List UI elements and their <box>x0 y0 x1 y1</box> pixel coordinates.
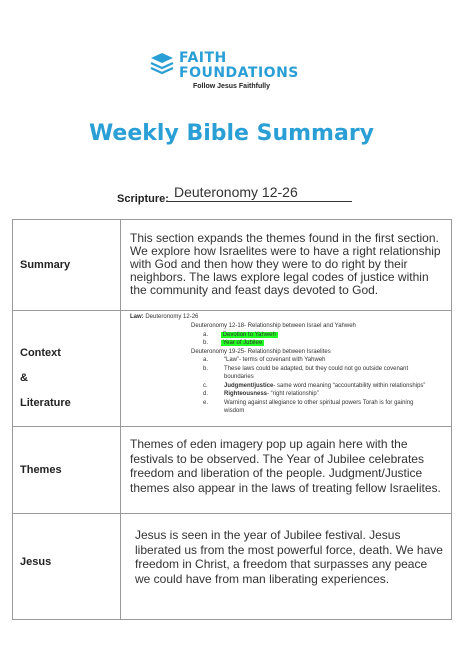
list-item <box>203 382 425 391</box>
summary-text: This section expands the themes found in the first section. We explore how Israelites were to have a right relationship with God and then how they were to do right by their neighbors. The laws explore legal codes of justice within the community and feast days devoted to God. <box>130 231 441 297</box>
context-label-3: Literature <box>20 397 71 409</box>
list-item-text: wisdom <box>224 408 245 414</box>
jesus-label-cell <box>13 514 121 620</box>
list-item <box>203 399 413 408</box>
stacked-books-icon <box>149 52 175 76</box>
themes-label: Themes <box>20 464 62 476</box>
summary-content-cell[interactable] <box>121 220 452 311</box>
list-item-text: Warning against allegiance to other spiritual powers Torah is for gaining <box>224 399 414 406</box>
list-marker: b. <box>203 340 209 346</box>
themes-label-cell <box>13 427 121 514</box>
context-section-1: Deuteronomy 12-18- Relationship between Israel and Yahweh <box>191 323 356 329</box>
summary-label: Summary <box>20 259 71 271</box>
faith-foundations-logo <box>149 50 319 96</box>
jesus-content-cell[interactable] <box>121 514 452 620</box>
list-marker: c. <box>203 382 208 389</box>
list-item <box>203 407 244 416</box>
context-section-2: Deuteronomy 19-25- Relationship between Israelites <box>191 348 331 355</box>
list-item <box>203 331 278 340</box>
context-content-cell[interactable] <box>121 311 452 427</box>
law-label: Law: <box>130 314 144 320</box>
table-row-context <box>13 311 452 427</box>
scripture-label: Scripture: <box>117 193 169 205</box>
themes-content-cell[interactable] <box>121 427 452 514</box>
logo-tagline: Follow Jesus Faithfully <box>193 83 271 90</box>
list-item <box>203 365 408 374</box>
logo-line-1: FAITH <box>179 50 227 66</box>
list-marker: d. <box>203 391 209 397</box>
highlighted-text: Year of Jubilee <box>222 340 263 346</box>
table-row-summary <box>13 220 452 311</box>
jesus-text: Jesus is seen in the year of Jubilee festival. Jesus liberated us from the most powerful force, death. We have freedom in Christ, a freedom that surpasses any peace we could have from man liberating experiences. <box>135 528 443 586</box>
list-item <box>203 373 254 382</box>
themes-text: Themes of eden imagery pop up again here with the festivals to be observed. The Year of Jubilee celebrates freedom and liberation of the people. Judgment/Justice themes also appear in the laws of treating fellow Israelites. <box>130 437 441 495</box>
list-item-text: boundaries <box>224 374 254 380</box>
page-title: Weekly Bible Summary <box>88 121 375 146</box>
table-row-themes <box>13 427 452 514</box>
list-item-text: - same word meaning “accountability within relationships” <box>273 382 426 389</box>
summary-table <box>12 219 452 620</box>
scripture-value[interactable]: Deuteronomy 12-26 <box>166 184 352 202</box>
list-marker: a. <box>203 357 209 363</box>
jesus-label: Jesus <box>20 556 52 568</box>
table-row-jesus <box>13 514 452 620</box>
context-label-cell <box>13 311 121 427</box>
law-line <box>130 313 198 322</box>
list-item <box>203 339 264 348</box>
context-label-2: & <box>20 372 28 384</box>
list-marker: e. <box>203 399 209 406</box>
list-item-text: These laws could be adapted, but they could not go outside covenant <box>224 365 409 372</box>
list-marker: b. <box>203 365 209 372</box>
list-item-text: “Law”- terms of covenant with Yahweh <box>224 357 326 363</box>
list-item <box>203 356 326 365</box>
context-label-1: Context <box>20 347 61 359</box>
list-item-bold: Judgment/justice <box>224 382 274 389</box>
list-item <box>203 390 319 399</box>
summary-label-cell <box>13 220 121 311</box>
list-marker: a. <box>203 331 209 338</box>
list-item-text: - “right relationship” <box>267 391 319 397</box>
law-value: Deuteronomy 12-26 <box>145 314 199 320</box>
list-item-bold: Righteousness <box>224 391 268 397</box>
logo-line-2: FOUNDATIONS <box>179 65 299 81</box>
highlighted-text: Devotion to Yahweh <box>222 331 276 338</box>
